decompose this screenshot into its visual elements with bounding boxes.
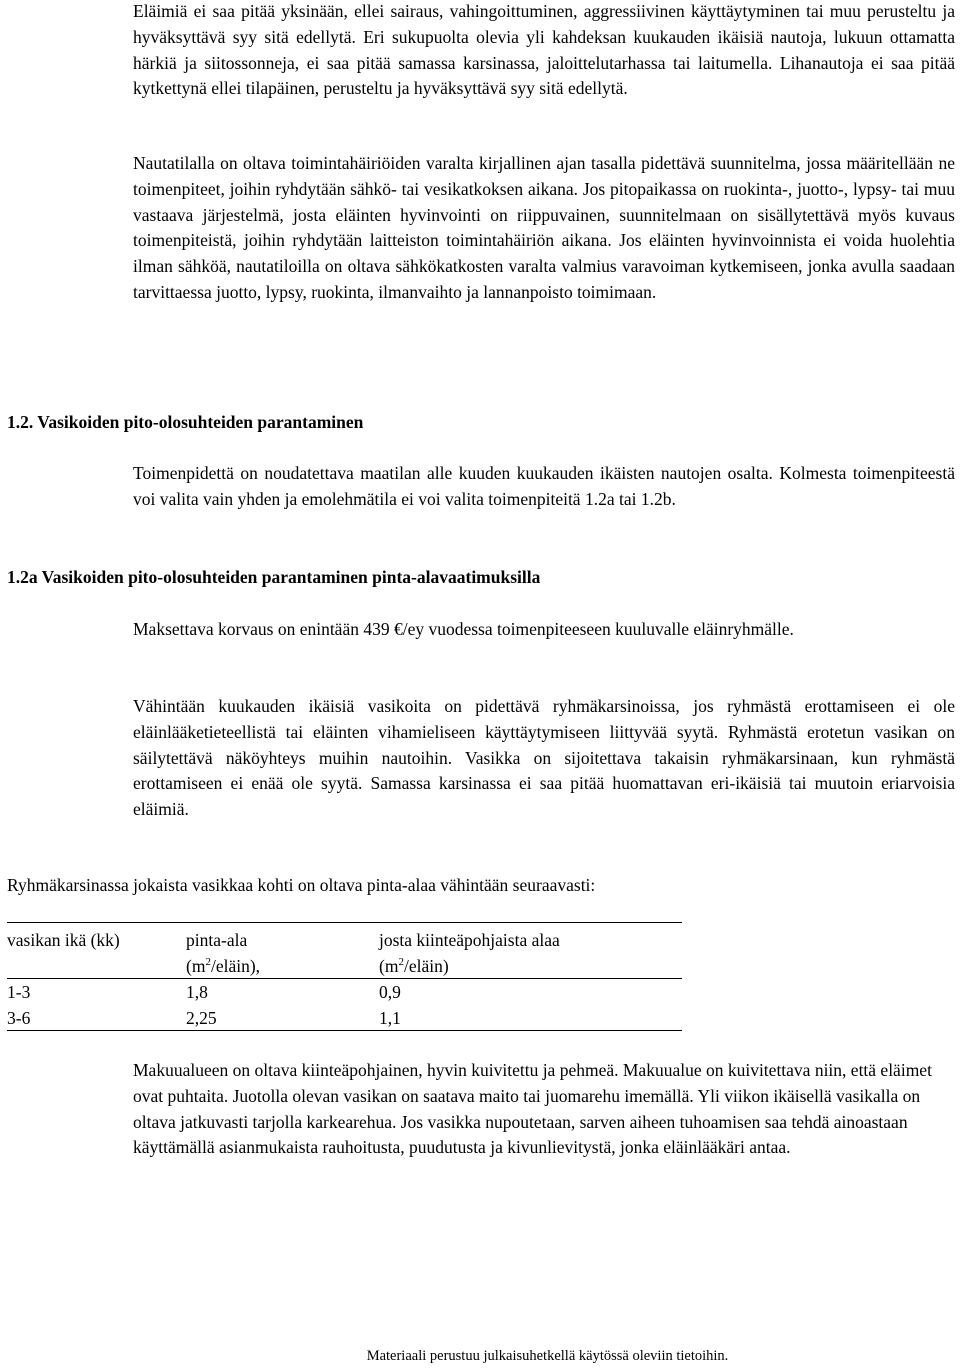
page-footer: Materiaali perustuu julkaisuhetkellä käytössä oleviin tietoihin. [366, 1348, 729, 1364]
paragraph-animal-housing: Eläimiä ei saa pitää yksinään, ellei sairaus, vahingoittuminen, aggressiivinen käyttäytyminen tai muu perusteltu ja hyväksyttävä syy sitä edellytä. Eri sukupuolta olevia yli kahdeksan kuukauden ikäisiä nautoja, lukuun ottamatta härkiä ja siitossonneja, ei saa pitää samassa karsinassa, jaloittelutarhassa tai laitumella. Lihanautoja ei saa pitää kytkettynä ellei tilapäinen, perusteltu ja hyväksyttävä syy sitä edellytä. [133, 1, 955, 99]
section-heading-1-2a: 1.2a Vasikoiden pito-olosuhteiden parantaminen pinta-alavaatimuksilla [7, 567, 541, 587]
paragraph-measure-scope: Toimenpidettä on noudatettava maatilan alle kuuden kuukauden ikäisten nautojen osalta. Kolmesta toimenpiteestä voi valita vain yhden ja emolehmätila ei voi valita toimenpiteitä 1.2a tai 1.2b. [133, 463, 955, 509]
table-bottom-rule [7, 1030, 682, 1031]
table-header-area-unit: $(m^2/eläin)$, [186, 956, 261, 976]
table-header-solid-floor: josta kiinteäpohjaista alaa [379, 930, 560, 950]
paragraph-contingency-plan: Nautatilalla on oltava toimintahäiriöiden varalta kirjallinen ajan tasalla pidettävä suunnitelma, jossa määritellään ne toimenpiteet, joihin ryhdytään sähkö- tai vesikatkoksen aikana. Jos pitopaikassa on ruokinta-, juotto-, lypsy- tai muu vastaava järjestelmä, josta eläinten hyvinvointi on riippuvainen, suunnitelmaan on sisällytettävä myös kuvaus toimenpiteistä, joihin ryhdytään laitteiston toimintahäiriön aikana. Jos eläinten hyvinvoinnista ei voida huolehtia ilman sähköä, nautatiloilla on oltava sähkökatkosten varalta valmius varavoiman kytkemiseen, jonka avulla saadaan tarvittaessa juotto, lypsy, ruokinta, ilmanvaihto ja lannanpoisto toimimaan. [133, 153, 955, 302]
table-header-solid-floor-unit: $(m^2/eläin)$ [379, 956, 449, 976]
table-cell: 1,1 [379, 1008, 401, 1028]
paragraph-compensation: Maksettava korvaus on enintään 439 €/ey vuodessa toimenpiteeseen kuuluvalle eläinryhmälle. [133, 619, 794, 639]
table-header-area: pinta-ala [186, 930, 248, 950]
section-heading-1-2: 1.2. Vasikoiden pito-olosuhteiden parantaminen [7, 412, 364, 432]
table-header-rule [7, 978, 682, 979]
table-cell: 3-6 [7, 1008, 31, 1028]
table-top-rule [7, 922, 682, 923]
paragraph-lying-area: Makuualueen on oltava kiinteäpohjainen, hyvin kuivitettu ja pehmeä. Makuualue on kuivitettava niin, että eläimet ovat puhtaita. Juotolla olevan vasikan on saatava maito tai juomarehu imemällä. Yli viikon ikäisellä vasikalla on oltava jatkuvasti tarjolla karkearehua. Jos vasikka nupoutetaan, sarven aiheen tuhoamisen saa tehdä ainoastaan käyttämällä asianmukaista rauhoitusta, puudutusta ja kivunlievitystä, jonka eläinlääkäri antaa. [133, 1060, 932, 1158]
table-cell: 1,8 [186, 982, 208, 1002]
table-cell: 0,9 [379, 982, 401, 1002]
table-header-age: vasikan ikä (kk) [7, 930, 120, 950]
paragraph-area-requirement: Ryhmäkarsinassa jokaista vasikkaa kohti on oltava pinta-alaa vähintään seuraavasti: [7, 875, 596, 895]
paragraph-group-pens: Vähintään kuukauden ikäisiä vasikoita on pidettävä ryhmäkarsinoissa, jos ryhmästä erottamiseen ei ole eläinlääketieteellistä tai eläinten vihamieliseen käyttäytymiseen liittyvää syytä. Ryhmästä erotetun vasikan on säilytettävä näköyhteys muihin nautoihin. Vasikka on sijoitettava takaisin ryhmäkarsinaan, kun ryhmästä erottamiseen ei enää ole syytä. Samassa karsinassa ei saa pitää huomattavan eri-ikäisiä tai muutoin eriarvoisia eläimiä. [133, 696, 955, 820]
table-cell: 2,25 [186, 1008, 217, 1028]
table-cell: 1-3 [7, 982, 31, 1002]
